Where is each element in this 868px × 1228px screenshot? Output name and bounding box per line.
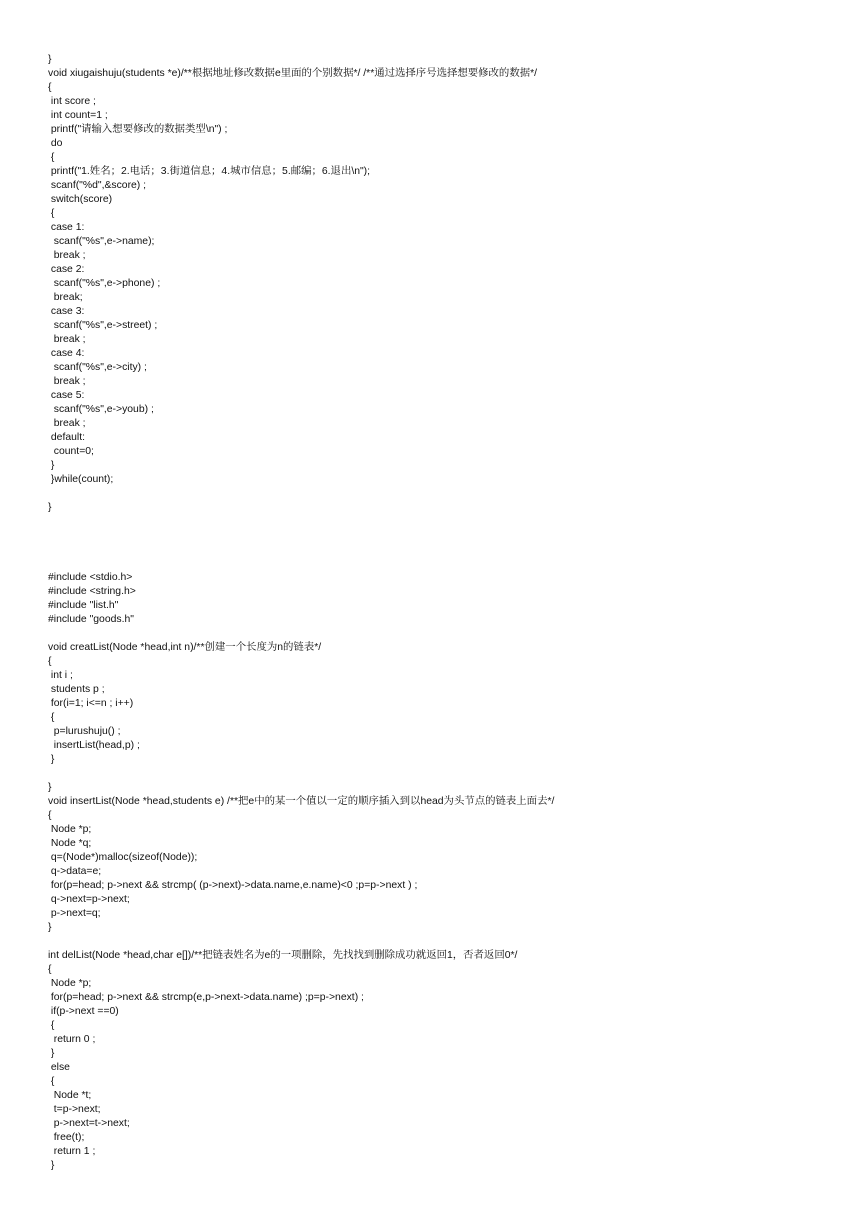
code-line: { xyxy=(48,208,55,219)
code-block xyxy=(48,949,848,1173)
code-line: case 2: xyxy=(48,264,85,275)
code-line: case 5: xyxy=(48,390,85,401)
code-line: { xyxy=(48,964,52,975)
code-line: else xyxy=(48,1062,70,1073)
code-line: break ; xyxy=(48,418,86,429)
code-line: int i ; xyxy=(48,670,73,681)
code-line: { xyxy=(48,1020,55,1031)
code-line: }while(count); xyxy=(48,474,114,485)
code-line: case 3: xyxy=(48,306,85,317)
code-line: q->data=e; xyxy=(48,866,102,877)
code-line: { xyxy=(48,656,52,667)
code-line: Node *p; xyxy=(48,824,92,835)
code-line: q->next=p->next; xyxy=(48,894,130,905)
code-line: free(t); xyxy=(48,1132,85,1143)
code-line: { xyxy=(48,1076,55,1087)
code-line: count=0; xyxy=(48,446,94,457)
code-line: Node *t; xyxy=(48,1090,92,1101)
code-line: break; xyxy=(48,292,83,303)
code-block xyxy=(48,571,848,627)
code-line: } xyxy=(48,754,55,765)
blank-line xyxy=(48,557,848,571)
code-line: q=(Node*)malloc(sizeof(Node)); xyxy=(48,852,198,863)
code-line: scanf("%s",e->city) ; xyxy=(48,362,147,373)
code-document xyxy=(48,53,848,1173)
blank-line xyxy=(48,627,848,641)
code-line: } xyxy=(48,502,52,513)
code-line: scanf("%s",e->phone) ; xyxy=(48,278,161,289)
code-block xyxy=(48,53,848,487)
code-line: { xyxy=(48,810,52,821)
code-line: for(p=head; p->next && strcmp( (p->next)->data.name,e.name)<0 ;p=p->next ) ; xyxy=(48,880,418,891)
code-line: scanf("%d",&score) ; xyxy=(48,180,147,191)
blank-line xyxy=(48,487,848,501)
code-line: int score ; xyxy=(48,96,96,107)
code-line: } xyxy=(48,782,52,793)
code-line: #include "list.h" xyxy=(48,600,119,611)
code-line: for(p=head; p->next && strcmp(e,p->next->data.name) ;p=p->next) ; xyxy=(48,992,364,1003)
code-line: p->next=t->next; xyxy=(48,1118,130,1129)
code-line: int delList(Node *head,char e[])/**把链表姓名为e的一项删除，先找找到删除成功就返回1，否者返回0*/ xyxy=(48,950,518,961)
code-line: void xiugaishuju(students *e)/**根据地址修改数据e里面的个别数据*/ /**通过选择序号选择想要修改的数据*/ xyxy=(48,68,538,79)
code-line: void insertList(Node *head,students e) /**把e中的某一个值以一定的顺序插入到以head为头节点的链表上面去*/ xyxy=(48,796,555,807)
code-line: return 0 ; xyxy=(48,1034,96,1045)
code-line: p=lurushuju() ; xyxy=(48,726,121,737)
code-line: #include <stdio.h> xyxy=(48,572,133,583)
code-line: break ; xyxy=(48,250,86,261)
blank-line xyxy=(48,515,848,529)
code-block xyxy=(48,781,848,935)
code-line: break ; xyxy=(48,376,86,387)
code-line: default: xyxy=(48,432,85,443)
code-line: scanf("%s",e->name); xyxy=(48,236,155,247)
code-line: } xyxy=(48,1160,55,1171)
code-line: break ; xyxy=(48,334,86,345)
code-line: insertList(head,p) ; xyxy=(48,740,140,751)
code-line: printf("请输入想要修改的数据类型\n") ; xyxy=(48,124,228,135)
code-line: scanf("%s",e->street) ; xyxy=(48,320,158,331)
code-line: Node *q; xyxy=(48,838,92,849)
code-line: Node *p; xyxy=(48,978,92,989)
code-line: switch(score) xyxy=(48,194,113,205)
code-line: case 1: xyxy=(48,222,85,233)
code-line: p->next=q; xyxy=(48,908,101,919)
code-line: { xyxy=(48,152,55,163)
code-line: if(p->next ==0) xyxy=(48,1006,119,1017)
code-line: scanf("%s",e->youb) ; xyxy=(48,404,154,415)
code-line: printf("1.姓名；2.电话；3.街道信息；4.城市信息；5.邮编；6.退出\n"); xyxy=(48,166,371,177)
code-line: } xyxy=(48,460,55,471)
code-line: return 1 ; xyxy=(48,1146,96,1157)
blank-line xyxy=(48,935,848,949)
code-line: } xyxy=(48,54,52,65)
blank-line xyxy=(48,529,848,543)
code-line: { xyxy=(48,82,52,93)
blank-line xyxy=(48,767,848,781)
code-line: { xyxy=(48,712,55,723)
code-line: void creatList(Node *head,int n)/**创建一个长度为n的链表*/ xyxy=(48,642,322,653)
code-line: int count=1 ; xyxy=(48,110,108,121)
code-line: students p ; xyxy=(48,684,105,695)
code-line: do xyxy=(48,138,63,149)
code-line: case 4: xyxy=(48,348,85,359)
code-block xyxy=(48,641,848,767)
code-line: #include "goods.h" xyxy=(48,614,134,625)
code-line: #include <string.h> xyxy=(48,586,136,597)
code-line: } xyxy=(48,1048,55,1059)
blank-line xyxy=(48,543,848,557)
code-line: } xyxy=(48,922,52,933)
code-line: for(i=1; i<=n ; i++) xyxy=(48,698,134,709)
code-line: t=p->next; xyxy=(48,1104,101,1115)
code-block xyxy=(48,501,848,515)
